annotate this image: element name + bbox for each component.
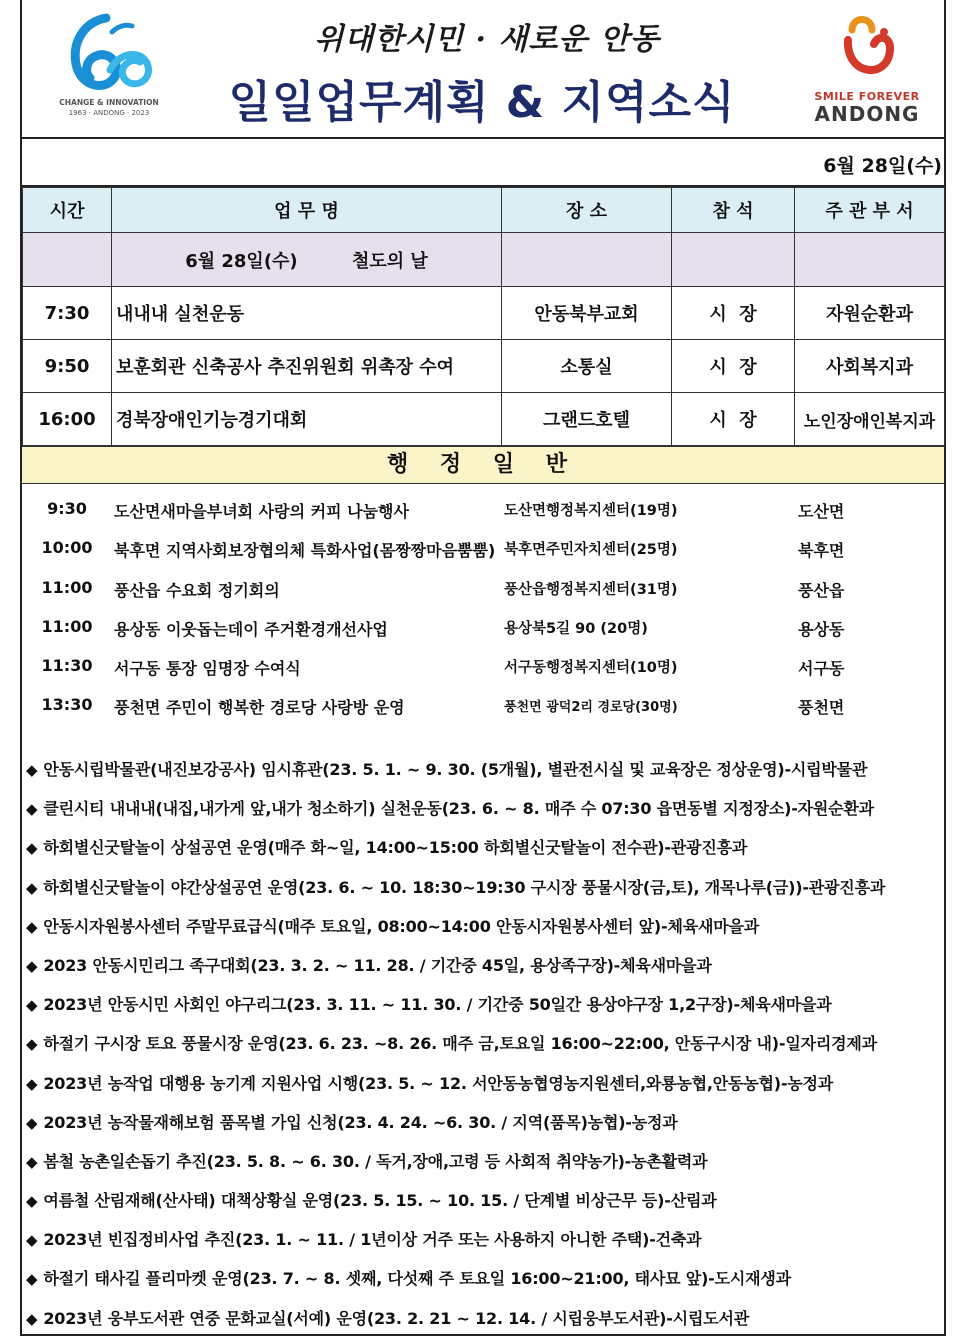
item-time: 13:30	[41, 695, 93, 715]
date-row	[22, 139, 944, 187]
smile-logo-icon	[812, 10, 922, 90]
daily-plan-document	[20, 0, 946, 1336]
diamond-bullet-icon: ◆	[26, 996, 38, 1015]
row-time: 9:50	[23, 340, 112, 393]
row-dept: 사회복지과	[795, 340, 945, 393]
notice-item	[22, 1259, 944, 1298]
diamond-bullet-icon: ◆	[26, 1074, 38, 1093]
notice-item	[22, 1142, 944, 1181]
list-item	[22, 685, 944, 724]
item-dept: 풍천면	[798, 698, 845, 718]
list-item	[22, 528, 944, 567]
notice-text: 2023년 안동시민 사회인 야구리그(23. 3. 11. ~ 11. 30. / 기간중 50일간 용상야구장 1,2구장)-체육새마을과	[43, 995, 832, 1015]
item-dept: 서구동	[798, 659, 845, 679]
diamond-bullet-icon: ◆	[26, 761, 38, 779]
notice-item	[22, 1024, 944, 1063]
notice-text: 하회별신굿탈놀이 상설공연 운영(매주 화~일, 14:00~15:00 하회별신굿탈놀이 전수관)-관광진흥과	[43, 838, 748, 858]
logo-years: 1963 · ANDONG · 2023	[68, 109, 150, 117]
notice-text: 하회별신굿탈놀이 야간상설공연 운영(23. 6. ~ 10. 18:30~19:30 구시장 풍물시장(금,토), 개목나루(금))-관광진흥과	[43, 877, 886, 897]
item-time: 10:00	[41, 538, 93, 558]
notice-item	[22, 1103, 944, 1142]
notice-item	[22, 946, 944, 985]
notice-text: 하절기 구시장 토요 풍물시장 운영(23. 6. 23. ~8. 26. 매주 금,토요일 16:00~22:00, 안동구시장 내)-일자리경제과	[43, 1034, 877, 1054]
day-label-memo: 철도의 날	[351, 250, 428, 272]
list-item	[22, 568, 944, 607]
document-header	[22, 0, 944, 139]
list-item	[22, 607, 944, 646]
row-attend: 시 장	[672, 287, 795, 340]
row-place: 그랜드호텔	[502, 393, 672, 446]
page-title: 일일업무계획 & 지역소식	[228, 77, 736, 128]
item-time: 11:00	[41, 577, 93, 597]
diamond-bullet-icon: ◆	[26, 1231, 38, 1250]
notice-text: 2023 안동시민리그 족구대회(23. 3. 2. ~ 11. 28. / 기간중 45일, 용상족구장)-체육새마을과	[43, 955, 712, 975]
anniversary-60-logo	[54, 12, 164, 122]
item-dept: 용상동	[798, 619, 845, 639]
item-title: 용상동 이웃돕는데이 주거환경개선사업	[114, 619, 388, 639]
notice-text: 2023년 웅부도서관 연중 문화교실(서예) 운영(23. 2. 21 ~ 12. 14. / 시립웅부도서관)-시립도서관	[43, 1308, 749, 1328]
notice-item	[22, 868, 944, 907]
diamond-bullet-icon: ◆	[26, 1192, 38, 1211]
document-date: 6월 28일(수)	[823, 155, 942, 177]
row-title: 내내내 실천운동	[112, 287, 502, 340]
schedule-table	[22, 187, 945, 446]
table-row	[23, 340, 945, 393]
logo-caption: CHANGE & INNOVATION	[59, 98, 159, 107]
item-place: 도산면행정복지센터(19명)	[504, 503, 678, 519]
row-dept: 자원순환과	[795, 287, 945, 340]
logo-tagline: SMILE FOREVER	[814, 90, 920, 103]
diamond-bullet-icon: ◆	[26, 800, 38, 819]
diamond-bullet-icon: ◆	[26, 1035, 38, 1054]
column-header-place: 장 소	[502, 188, 672, 233]
notice-item	[22, 750, 944, 789]
day-label-empty	[502, 233, 672, 287]
diamond-bullet-icon: ◆	[26, 956, 38, 975]
smile-andong-logo	[812, 10, 922, 130]
diamond-bullet-icon: ◆	[26, 1309, 38, 1328]
item-time: 11:00	[41, 616, 93, 636]
item-place: 풍산읍행정복지센터(31명)	[504, 581, 678, 598]
diamond-bullet-icon: ◆	[26, 1270, 38, 1289]
notice-text: 봄철 농촌일손돕기 추진(23. 5. 8. ~ 6. 30. / 독거,장애,고령 등 사회적 취약농가)-농촌활력과	[43, 1151, 708, 1171]
day-label-row	[23, 233, 945, 287]
notice-item	[22, 789, 944, 828]
item-title: 풍산읍 수요회 정기회의	[114, 580, 280, 600]
row-place: 안동북부교회	[502, 287, 672, 340]
logo-city-name: ANDONG	[814, 102, 920, 126]
item-place: 북후면주민자치센터(25명)	[504, 542, 678, 559]
table-row	[23, 287, 945, 340]
diamond-bullet-icon: ◆	[26, 1152, 38, 1171]
city-slogan: 위대한시민 · 새로운 안동	[314, 22, 660, 57]
item-dept: 도산면	[798, 502, 845, 521]
day-label-empty	[672, 233, 795, 287]
item-dept: 풍산읍	[798, 580, 845, 600]
row-attend: 시 장	[672, 393, 795, 446]
diamond-bullet-icon: ◆	[26, 878, 38, 897]
item-time: 11:30	[41, 656, 93, 676]
list-item	[22, 489, 944, 528]
notice-item	[22, 828, 944, 867]
notice-item	[22, 1181, 944, 1220]
notice-item	[22, 1064, 944, 1103]
notice-text: 안동시립박물관(내진보강공사) 임시휴관(23. 5. 1. ~ 9. 30. (5개월), 별관전시실 및 교육장은 정상운영)-시립박물관	[43, 760, 868, 779]
column-header-time: 시간	[23, 188, 112, 233]
diamond-bullet-icon: ◆	[26, 839, 38, 858]
item-title: 도산면새마을부녀회 사랑의 커피 나눔행사	[114, 502, 409, 521]
diamond-bullet-icon: ◆	[26, 917, 38, 936]
row-title: 경북장애인기능경기대회	[112, 393, 502, 446]
notice-text: 하절기 태사길 플리마켓 운영(23. 7. ~ 8. 셋째, 다섯째 주 토요일 16:00~21:00, 태사묘 앞)-도시재생과	[43, 1269, 791, 1289]
item-title: 풍천면 주민이 행복한 경로당 사랑방 운영	[114, 698, 405, 718]
notice-text: 2023년 농작물재해보험 품목별 가입 신청(23. 4. 24. ~6. 30. / 지역(품목)농협)-농정과	[43, 1112, 678, 1132]
column-header-dept: 주 관 부 서	[795, 188, 945, 233]
notice-item	[22, 1220, 944, 1259]
day-label-date: 6월 28일(수)	[185, 250, 298, 272]
row-attend: 시 장	[672, 340, 795, 393]
notice-item	[22, 907, 944, 946]
general-admin-heading: 행 정 일 반	[22, 446, 944, 484]
notice-text: 여름철 산림재해(산사태) 대책상황실 운영(23. 5. 15. ~ 10. 15. / 단계별 비상근무 등)-산림과	[43, 1191, 717, 1211]
list-item	[22, 646, 944, 685]
table-header-row	[23, 188, 945, 233]
general-admin-list	[22, 484, 944, 725]
column-header-attend: 참 석	[672, 188, 795, 233]
notice-list	[22, 750, 944, 1338]
table-row	[23, 393, 945, 446]
item-dept: 북후면	[798, 541, 845, 561]
day-label-empty	[23, 233, 112, 287]
day-label-empty	[795, 233, 945, 287]
sixty-logo-icon	[54, 12, 164, 98]
notice-text: 클린시티 내내내(내집,내가게 앞,내가 청소하기) 실천운동(23. 6. ~ 8. 매주 수 07:30 읍면동별 지정장소)-자원순환과	[43, 799, 874, 819]
day-label-cell	[112, 233, 502, 287]
item-place: 용상북5길 90 (20명)	[504, 620, 648, 637]
notice-item	[22, 985, 944, 1024]
item-title: 서구동 통장 임명장 수여식	[114, 659, 301, 679]
diamond-bullet-icon: ◆	[26, 1113, 38, 1132]
notice-text: 2023년 농작업 대행용 농기계 지원사업 시행(23. 5. ~ 12. 서안동농협영농지원센터,와룡농협,안동농협)-농정과	[43, 1073, 834, 1093]
row-place: 소통실	[502, 340, 672, 393]
row-time: 16:00	[23, 393, 112, 446]
notice-item	[22, 1299, 944, 1338]
notice-text: 2023년 빈집정비사업 추진(23. 1. ~ 11. / 1년이상 거주 또는 사용하지 아니한 주택)-건축과	[43, 1230, 702, 1250]
item-time: 9:30	[47, 499, 87, 518]
item-place: 풍천면 광덕2리 경로당(30명)	[504, 700, 678, 716]
notice-text: 안동시자원봉사센터 주말무료급식(매주 토요일, 08:00~14:00 안동시자원봉사센터 앞)-체육새마을과	[43, 916, 760, 936]
item-place: 서구동행정복지센터(10명)	[504, 660, 678, 677]
item-title: 북후면 지역사회보장협의체 특화사업(몸짱짱마음뿜뿜)	[114, 541, 496, 561]
row-title: 보훈회관 신축공사 추진위원회 위촉장 수여	[112, 340, 502, 393]
row-dept: 노인장애인복지과	[795, 393, 945, 446]
row-time: 7:30	[23, 287, 112, 340]
column-header-task: 업 무 명	[112, 188, 502, 233]
